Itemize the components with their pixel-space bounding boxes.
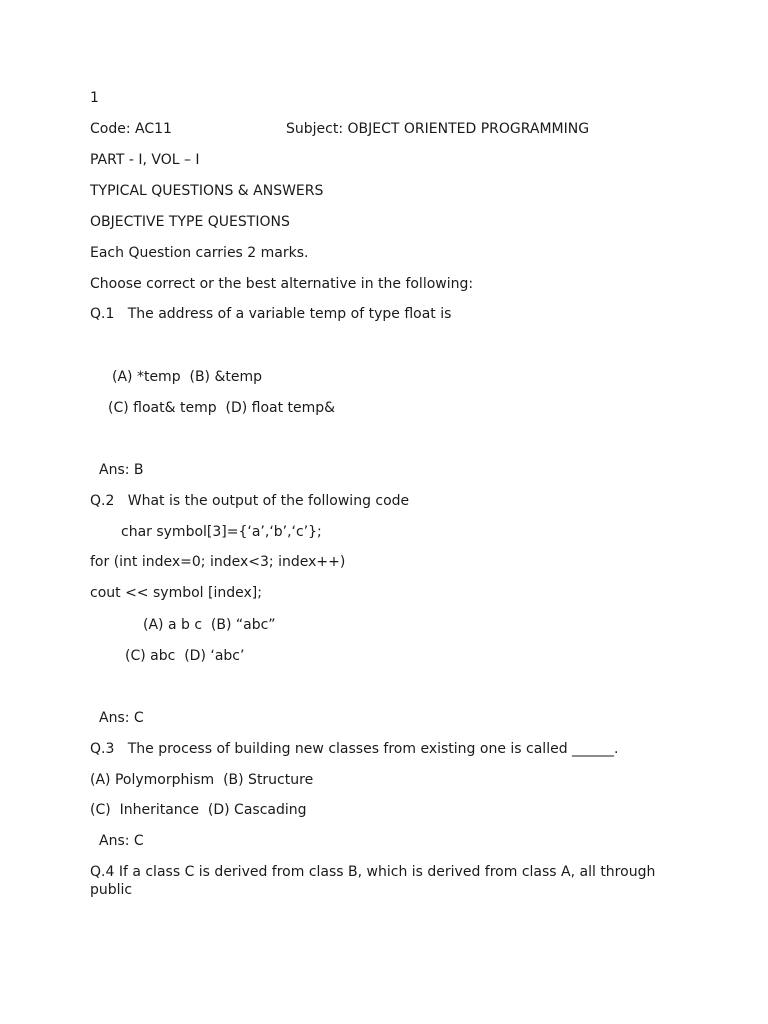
q2-code-line1: char symbol[3]={‘a’,‘b’,‘c’}; bbox=[121, 524, 322, 540]
q2-question: Q.2 What is the output of the following code bbox=[90, 493, 410, 509]
q2-code-line2: for (int index=0; index<3; index++) bbox=[90, 554, 346, 570]
q4-question: Q.4 If a class C is derived from class B, which is derived from class A, all through public bbox=[90, 864, 656, 898]
instruction-marks: Each Question carries 2 marks. bbox=[90, 245, 309, 261]
q2-code-line3: cout << symbol [index]; bbox=[90, 585, 262, 601]
q3-answer: Ans: C bbox=[99, 833, 144, 849]
q3-options-row1: (A) Polymorphism (B) Structure bbox=[90, 772, 314, 788]
instruction-choose: Choose correct or the best alternative in the following: bbox=[90, 276, 474, 292]
q1-options-row1: (A) *temp (B) &temp bbox=[112, 369, 263, 385]
q2-options-row1: (A) a b c (B) “abc” bbox=[143, 617, 276, 633]
course-subject: Subject: OBJECT ORIENTED PROGRAMMING bbox=[286, 121, 590, 137]
q1-question: Q.1 The address of a variable temp of type float is bbox=[90, 306, 452, 322]
subsection-title: OBJECTIVE TYPE QUESTIONS bbox=[90, 214, 290, 230]
q2-options-row2: (C) abc (D) ‘abc’ bbox=[125, 648, 245, 664]
q3-question: Q.3 The process of building new classes from existing one is called ______. bbox=[90, 741, 619, 757]
part-volume: PART - I, VOL – I bbox=[90, 152, 200, 168]
course-code: Code: AC11 bbox=[90, 121, 172, 137]
q3-options-row2: (C) Inheritance (D) Cascading bbox=[90, 802, 307, 818]
page-number: 1 bbox=[90, 90, 99, 106]
section-title: TYPICAL QUESTIONS & ANSWERS bbox=[90, 183, 324, 199]
q2-answer: Ans: C bbox=[99, 710, 144, 726]
q1-options-row2: (C) float& temp (D) float temp& bbox=[108, 400, 336, 416]
q1-answer: Ans: B bbox=[99, 462, 144, 478]
